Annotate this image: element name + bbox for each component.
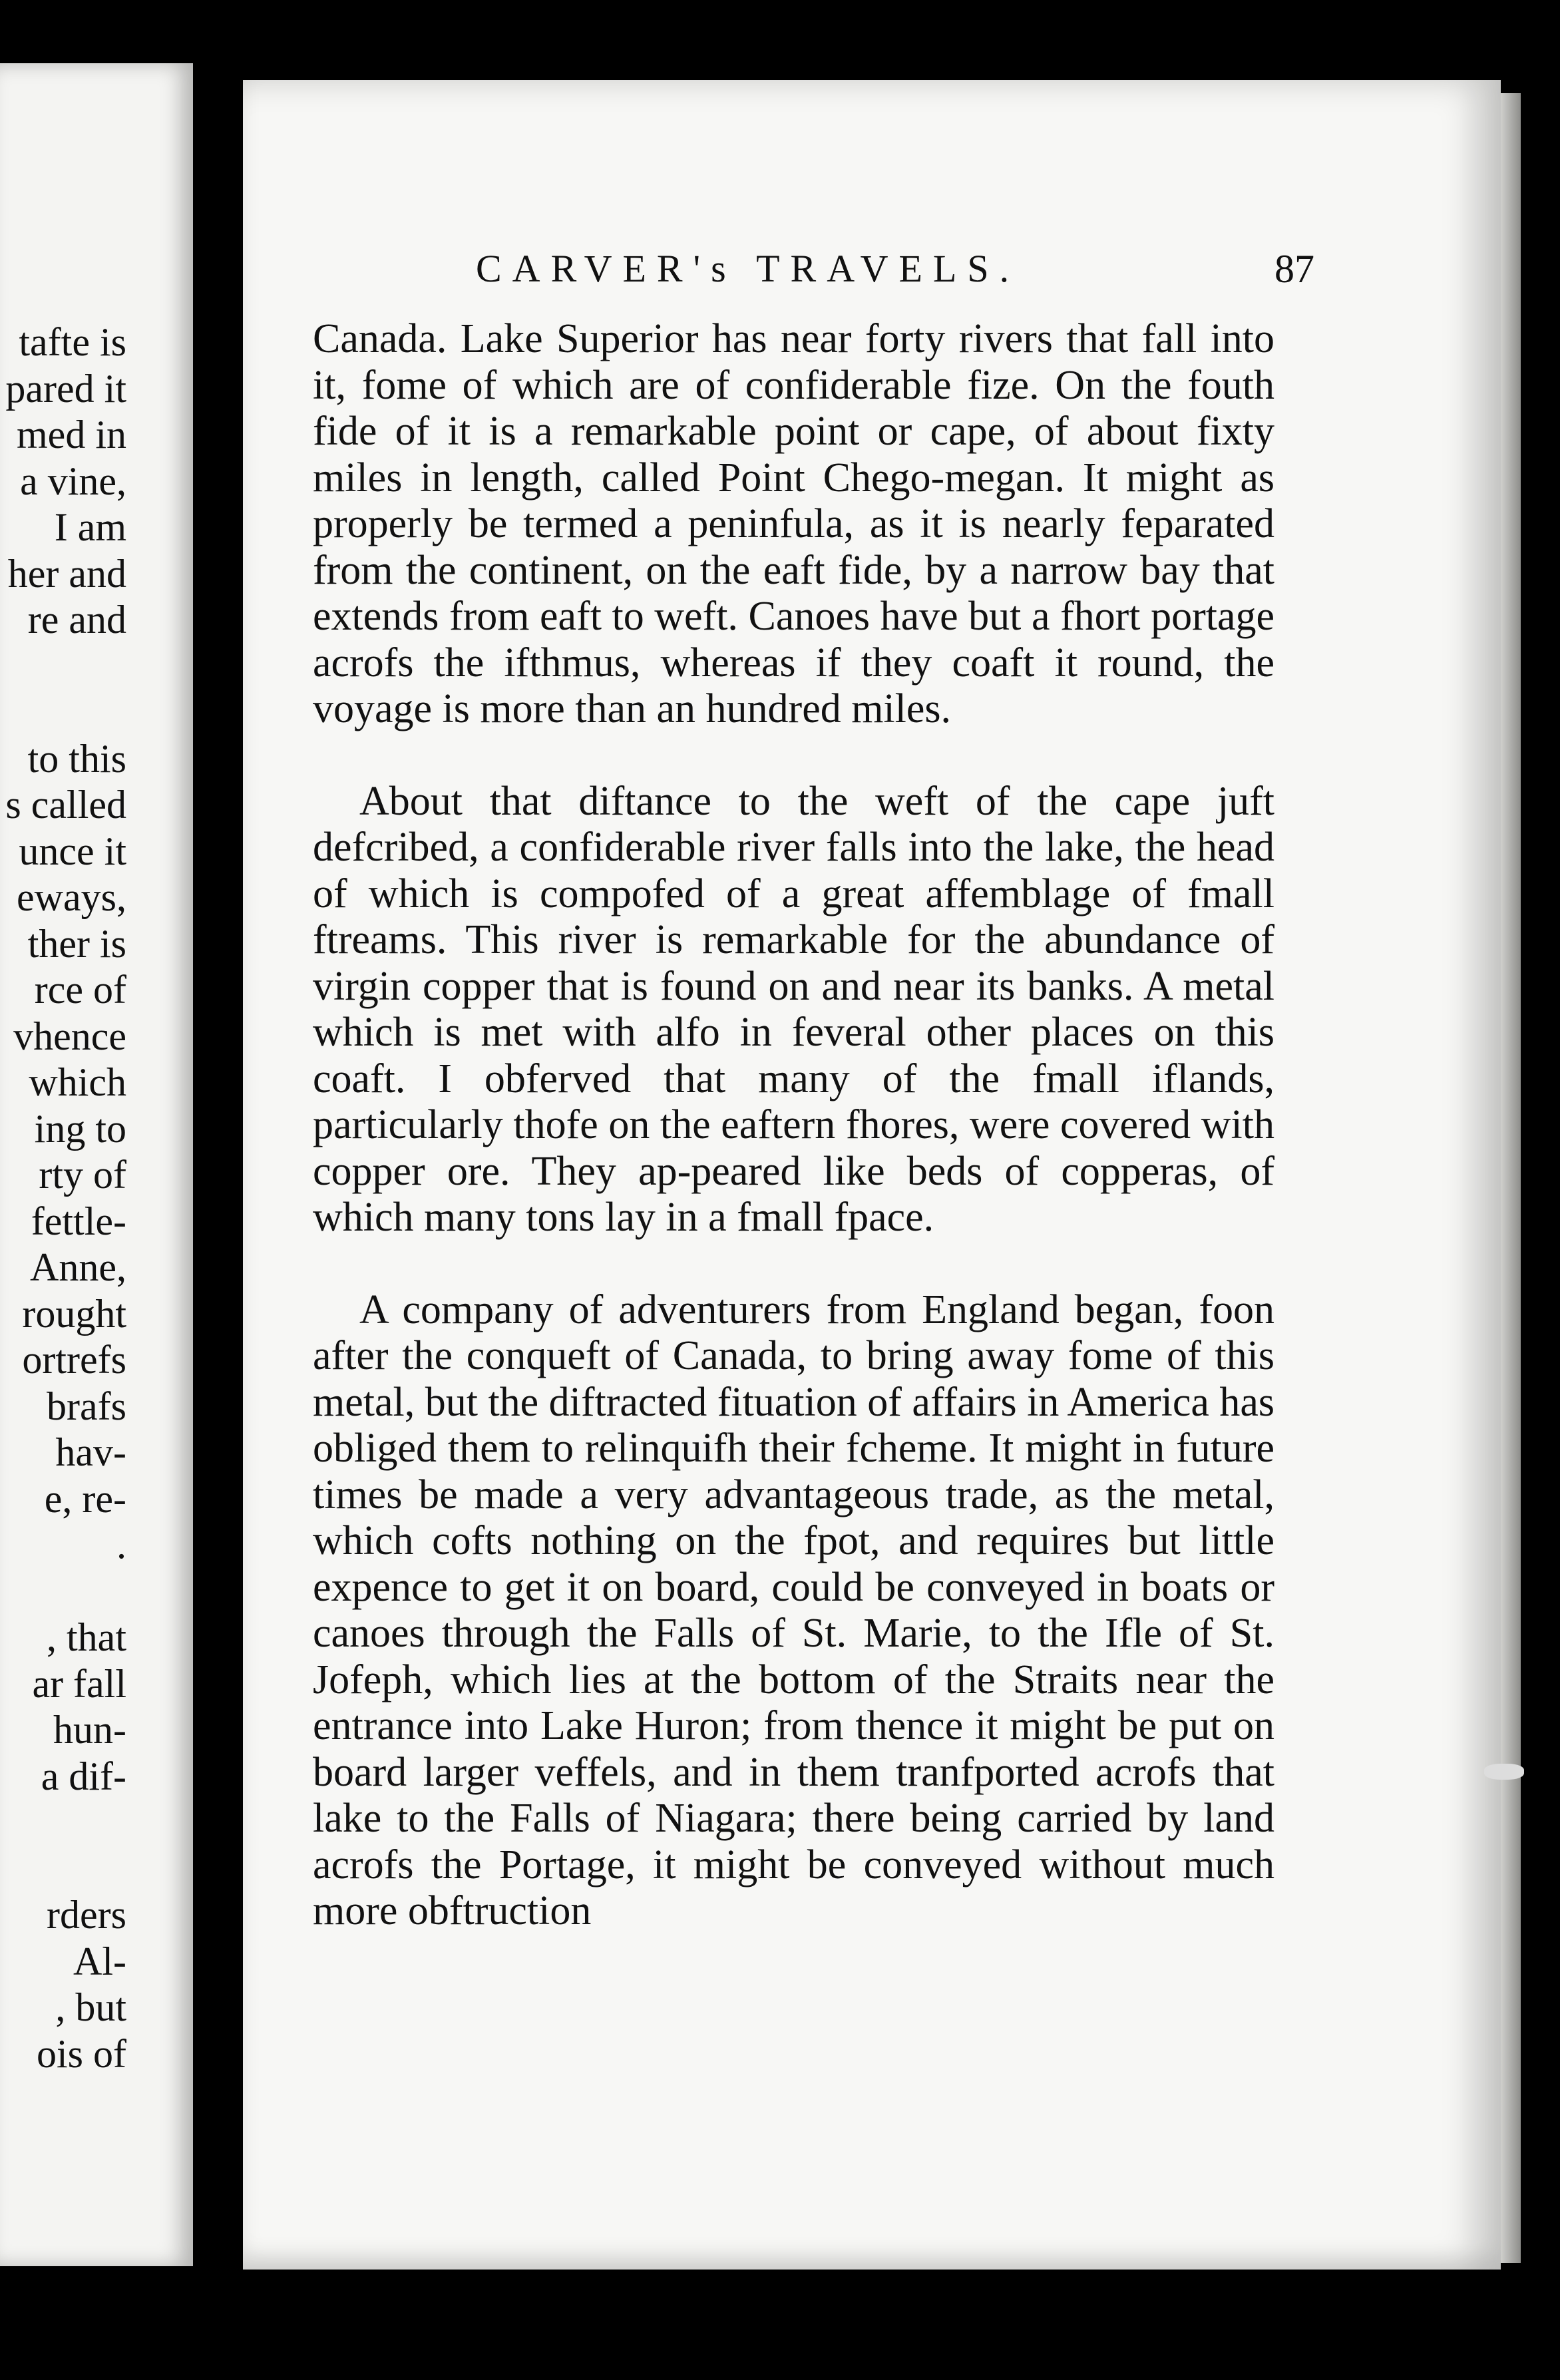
facing-page-line: ing to (34, 1106, 126, 1151)
facing-page-line: brafs (47, 1384, 126, 1428)
facing-page-line (0, 644, 126, 690)
facing-page-line: med in (17, 413, 126, 457)
facing-page-line: pared it (5, 366, 126, 411)
facing-page-line (0, 1800, 126, 1846)
facing-page-line: hav- (55, 1430, 126, 1474)
facing-page-line: rders (47, 1893, 126, 1937)
facing-page-line (0, 1846, 126, 1893)
paragraph-1: Canada. Lake Superior has near forty rivers that fall into it, fome of which are of confiderable fize. On the fouth fide of it is a remarkable point or cape, of about fixty miles in length, called Point Chego-megan. It might as properly be termed a peninfula, as it is nearly feparated from the continent, on the eaft fide, by a narrow bay that extends from eaft to weft. Canoes have but a fhort portage acrofs the ifthmus, whereas if they coaft it round, the voyage is more than an hundred miles. (313, 316, 1274, 731)
facing-page-line: a dif- (41, 1754, 126, 1798)
facing-page-line: which (29, 1060, 126, 1104)
facing-page-line: , but (55, 1985, 126, 2029)
facing-page-line (0, 1569, 126, 1615)
facing-page-text (0, 319, 193, 2077)
facing-page-line: a vine, (20, 459, 126, 503)
facing-page-line: , that (47, 1615, 126, 1659)
facing-page-line: e, re- (44, 1476, 126, 1521)
paragraph-2: About that diftance to the weft of the cape juft defcribed, a confiderable river falls into the lake, the head of which is compofed of a great affemblage of fmall ftreams. This river is remarkable for the abundance of virgin copper that is found on and near its banks. A metal which is met with alfo in feveral other places on this coaft. I obferved that many of the fmall iflands, particularly thofe on the eaftern fhores, were covered with copper ore. They ap-peared like beds of copperas, of which many tons lay in a fmall fpace. (313, 778, 1274, 1240)
page-number: 87 (1274, 247, 1314, 291)
facing-page-line: rce of (34, 968, 126, 1012)
facing-page-line: ortrefs (22, 1338, 126, 1382)
running-title: CARVER's TRAVELS. (476, 247, 1020, 290)
facing-page-line: her and (7, 551, 126, 596)
facing-page-fragment (0, 63, 193, 2266)
facing-page-line: ar fall (32, 1661, 126, 1706)
facing-page-line: Anne, (30, 1245, 126, 1289)
facing-page-line: ther is (27, 921, 126, 966)
facing-page-line: vhence (13, 1014, 126, 1058)
page-body (313, 316, 1274, 1981)
facing-page-line (0, 690, 126, 736)
facing-page-line: eways, (17, 875, 126, 919)
facing-page-line: . (116, 1523, 126, 1567)
paragraph-3: A company of adventurers from England began, foon after the conqueft of Canada, to bring away fome of this metal, but the diftracted fituation of affairs in America has obliged them to relinquifh their fcheme. It might in future times be made a very advantageous trade, as the metal, which cofts nothing on the fpot, and requires but little expence to get it on board, could be conveyed in boats or canoes through the Falls of St. Marie, to the Ifle of St. Jofeph, which lies at the bottom of the Straits near the entrance into Lake Huron; from thence it might be put on board larger veffels, and in them tranfported acrofs that lake to the Falls of Niagara; there being carried by land acrofs the Portage, it might be conveyed without much more obftruction (313, 1287, 1275, 1933)
facing-page-line: s called (5, 783, 126, 827)
paper-blemish (1484, 1764, 1524, 1780)
facing-page-line: fettle- (31, 1199, 126, 1243)
page-edge (1501, 93, 1521, 2263)
facing-page-line: ois of (37, 2031, 126, 2076)
facing-page-line: tafte is (19, 320, 126, 364)
facing-page-line: rty of (39, 1153, 126, 1197)
facing-page-line: Al- (73, 1939, 126, 1983)
facing-page-line: hun- (53, 1708, 126, 1752)
facing-page-line: unce it (19, 829, 126, 873)
facing-page-line: re and (27, 598, 126, 642)
facing-page-line: to this (27, 736, 126, 781)
facing-page-line: I am (54, 505, 126, 549)
facing-page-line: rought (22, 1291, 126, 1336)
page-header (476, 246, 1314, 299)
